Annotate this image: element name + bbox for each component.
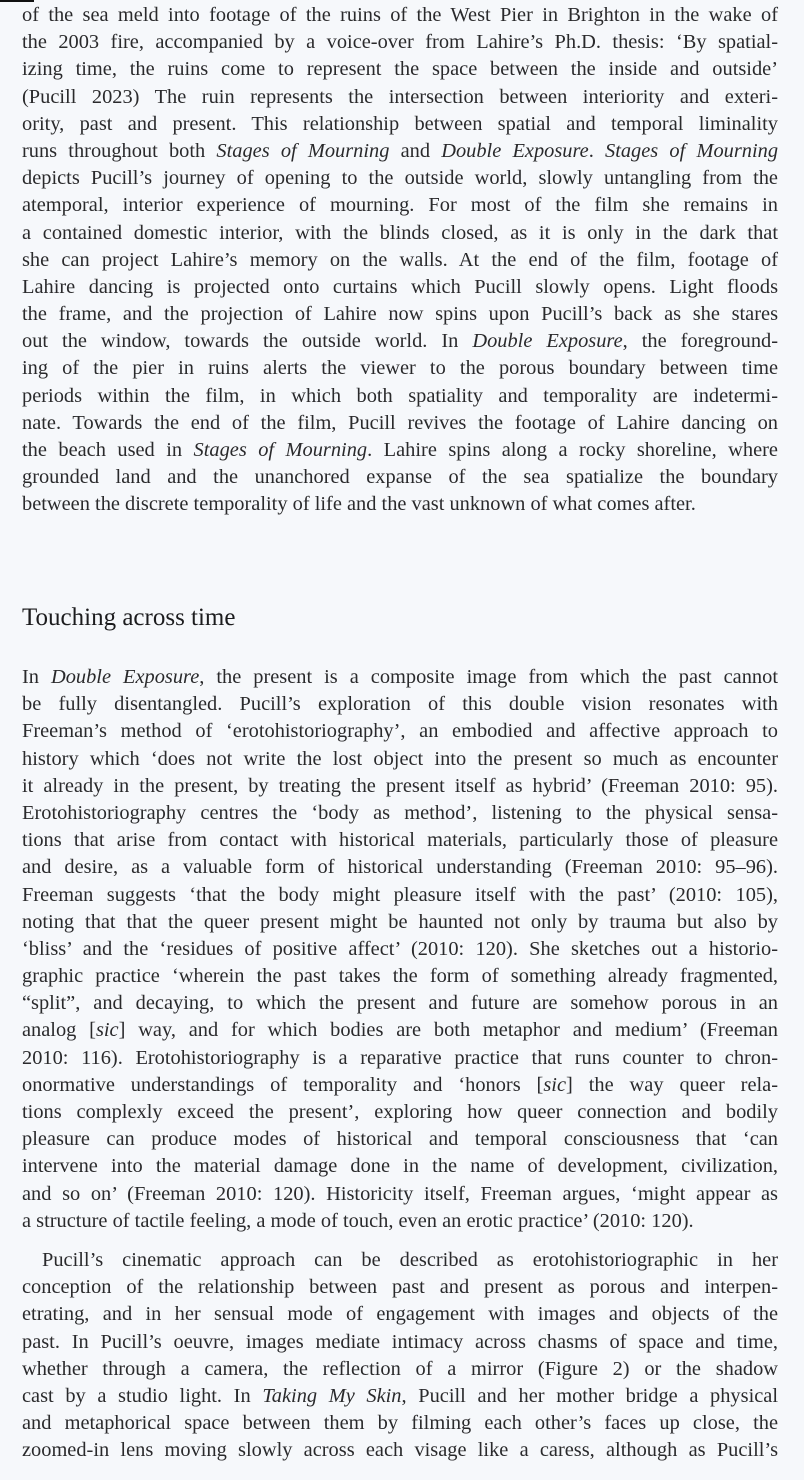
italic-title: Taking My Skin: [262, 1384, 402, 1407]
text-run: and desire, as a valuable form of historical understanding (Freeman 2010: 95–96).: [22, 856, 778, 879]
text-run: .: [588, 139, 605, 162]
text-run: ority, past and present. This relationship between spatial and temporal liminality: [22, 112, 778, 135]
text-line: [22, 410, 778, 437]
text-line: [22, 936, 778, 963]
italic-title: sic: [543, 1073, 567, 1096]
text-run: and so on’ (Freeman 2010: 120). Historicity itself, Freeman argues, ‘might appear as: [22, 1182, 778, 1205]
text-run: . Lahire spins along a rocky shoreline, where: [367, 439, 778, 461]
text-run: runs throughout both: [22, 139, 217, 162]
text-run: whether through a camera, the reflection of a mirror (Figure 2) or the shadow: [22, 1357, 778, 1380]
text-line: [22, 1383, 778, 1410]
text-run: nate. Towards the end of the film, Pucill revives the footage of Lahire dancing on: [22, 411, 778, 434]
text-run: the frame, and the projection of Lahire now spins upon Pucill’s back as she stares: [22, 303, 778, 326]
text-run: graphic practice ‘wherein the past takes the form of something already fragmented,: [22, 965, 778, 988]
text-line: [22, 691, 778, 718]
text-line: [22, 773, 778, 800]
text-line: [22, 491, 778, 518]
text-line: [22, 1356, 778, 1383]
text-line: [22, 1274, 778, 1301]
text-line: [22, 84, 778, 111]
text-run: periods within the film, in which both spatiality and temporality are indetermi-: [22, 384, 778, 407]
text-run: , the present is a composite image from which the past cannot: [199, 666, 778, 688]
text-line: [22, 1329, 778, 1356]
text-run: atemporal, interior experience of mourning. For most of the film she remains in: [22, 194, 778, 217]
text-run: ‘bliss’ and the ‘residues of positive affect’ (2010: 120). She sketches out a historio-: [22, 937, 778, 960]
text-line: [22, 1410, 778, 1437]
italic-title: Double Exposure: [50, 666, 200, 688]
text-line: [22, 383, 778, 410]
text-run: depicts Pucill’s journey of opening to the outside world, slowly untangling from the: [22, 167, 778, 190]
text-run: a contained domestic interior, with the blinds closed, as it is only in the dark that: [22, 221, 778, 244]
text-run: Lahire dancing is projected onto curtains which Pucill slowly opens. Light floods: [22, 275, 778, 298]
text-run: Freeman’s method of ‘erotohistoriography’, an embodied and affective approach to: [22, 720, 778, 743]
text-line: [22, 464, 778, 491]
text-line: [22, 111, 778, 138]
text-run: Freeman suggests ‘that the body might pleasure itself with the past’ (2010: 105),: [22, 883, 778, 906]
text-run: and metaphorical space between them by filming each other’s faces up close, the: [22, 1412, 778, 1435]
text-line: [22, 1247, 778, 1274]
text-line: [22, 746, 778, 773]
text-run: conception of the relationship between past and present as porous and interpen-: [22, 1276, 778, 1299]
text-run: ] way, and for which bodies are both metaphor and medium’ (Freeman: [118, 1019, 778, 1042]
section-heading: Touching across time: [22, 604, 236, 631]
text-line: [22, 355, 778, 382]
text-line: [22, 827, 778, 854]
text-line: [22, 138, 778, 165]
text-run: 2010: 116). Erotohistoriography is a reparative practice that runs counter to chron-: [22, 1046, 778, 1069]
text-run: etrating, and in her sensual mode of engagement with images and objects of the: [22, 1303, 778, 1326]
text-line: [22, 29, 778, 56]
text-run: be fully disentangled. Pucill’s exploration of this double vision resonates with: [22, 693, 778, 716]
text-run: “split”, and decaying, to which the present and future are somehow porous in an: [22, 992, 778, 1015]
text-run: of the sea meld into footage of the ruins of the West Pier in Brighton in the wake of: [22, 4, 778, 26]
text-run: she can project Lahire’s memory on the walls. At the end of the film, footage of: [22, 248, 778, 271]
paragraph-2: [22, 664, 778, 1235]
text-line: [22, 1072, 778, 1099]
text-line: [22, 220, 778, 247]
text-line: [22, 718, 778, 745]
text-run: grounded land and the unanchored expanse of the sea spatialize the boundary: [22, 466, 778, 489]
text-line: [22, 192, 778, 219]
italic-title: Double Exposure: [441, 139, 589, 162]
text-line: [22, 1301, 778, 1328]
text-run: , Pucill and her mother bridge a physical: [401, 1384, 778, 1407]
text-line: [22, 1017, 778, 1044]
text-run: izing time, the ruins come to represent the space between the inside and outside’: [22, 58, 778, 81]
text-run: and: [389, 139, 442, 162]
italic-title: Stages of Mourning: [216, 139, 390, 162]
text-line: [22, 1153, 778, 1180]
text-run: ing of the pier in ruins alerts the viewer to the porous boundary between time: [22, 357, 778, 380]
text-run: cast by a studio light. In: [22, 1384, 263, 1407]
text-run: (Pucill 2023) The ruin represents the intersection between interiority and exteri-: [22, 85, 778, 108]
text-line: [22, 2, 778, 29]
text-run: Erotohistoriography centres the ‘body as method’, listening to the physical sensa-: [22, 801, 778, 824]
text-line: [22, 963, 778, 990]
text-line: [22, 990, 778, 1017]
text-run: between the discrete temporality of life and the vast unknown of what comes after.: [22, 493, 696, 516]
text-line: [22, 800, 778, 827]
text-line: [22, 1099, 778, 1126]
text-run: analog [: [22, 1019, 96, 1042]
paragraph-1: [22, 2, 778, 519]
text-line: [22, 56, 778, 83]
text-line: [22, 1126, 778, 1153]
text-run: past. In Pucill’s oeuvre, images mediate intimacy across chasms of space and time,: [22, 1330, 778, 1353]
text-line: [22, 1181, 778, 1208]
text-run: out the window, towards the outside world. In: [22, 330, 473, 353]
italic-title: Stages of Mourning: [605, 139, 779, 162]
text-run: zoomed-in lens moving slowly across each visage like a caress, although as Pucill’s: [22, 1439, 778, 1462]
text-line: [22, 247, 778, 274]
text-line: [22, 664, 778, 691]
text-run: noting that that the queer present might be haunted not only by trauma but also by: [22, 910, 778, 933]
paragraph-3: [22, 1247, 778, 1465]
text-line: [22, 437, 778, 464]
text-run: pleasure can produce modes of historical and temporal consciousness that ‘can: [22, 1128, 778, 1151]
text-line: [22, 1208, 778, 1235]
text-run: ] the way queer rela-: [566, 1073, 778, 1096]
text-run: In: [22, 666, 51, 688]
text-run: history which ‘does not write the lost object into the present so much as encounter: [22, 747, 778, 770]
text-run: tions complexly exceed the present’, exploring how queer connection and bodily: [22, 1101, 778, 1123]
text-line: [22, 882, 778, 909]
text-line: [22, 328, 778, 355]
text-run: it already in the present, by treating the present itself as hybrid’ (Freeman 2010: 95).: [22, 774, 778, 797]
text-line: [22, 274, 778, 301]
text-line: [22, 165, 778, 192]
text-run: , the foreground-: [622, 330, 779, 353]
text-run: Pucill’s cinematic approach can be described as erotohistoriographic in her: [42, 1249, 778, 1271]
italic-title: Stages of Mourning: [193, 439, 368, 461]
italic-title: Double Exposure: [472, 330, 623, 353]
text-run: the beach used in: [22, 439, 194, 461]
text-run: a structure of tactile feeling, a mode of touch, even an erotic practice’ (2010: 120).: [22, 1209, 694, 1232]
text-run: intervene into the material damage done in the name of development, civilization,: [22, 1155, 778, 1178]
text-run: tions that arise from contact with historical materials, particularly those of pleasure: [22, 829, 778, 852]
text-run: onormative understandings of temporality and ‘honors [: [22, 1073, 544, 1096]
text-line: [22, 1437, 778, 1464]
text-line: [22, 1045, 778, 1072]
text-line: [22, 909, 778, 936]
text-run: the 2003 fire, accompanied by a voice-over from Lahire’s Ph.D. thesis: ‘By spatial-: [22, 31, 778, 54]
text-line: [22, 854, 778, 881]
italic-title: sic: [95, 1019, 119, 1042]
text-line: [22, 301, 778, 328]
